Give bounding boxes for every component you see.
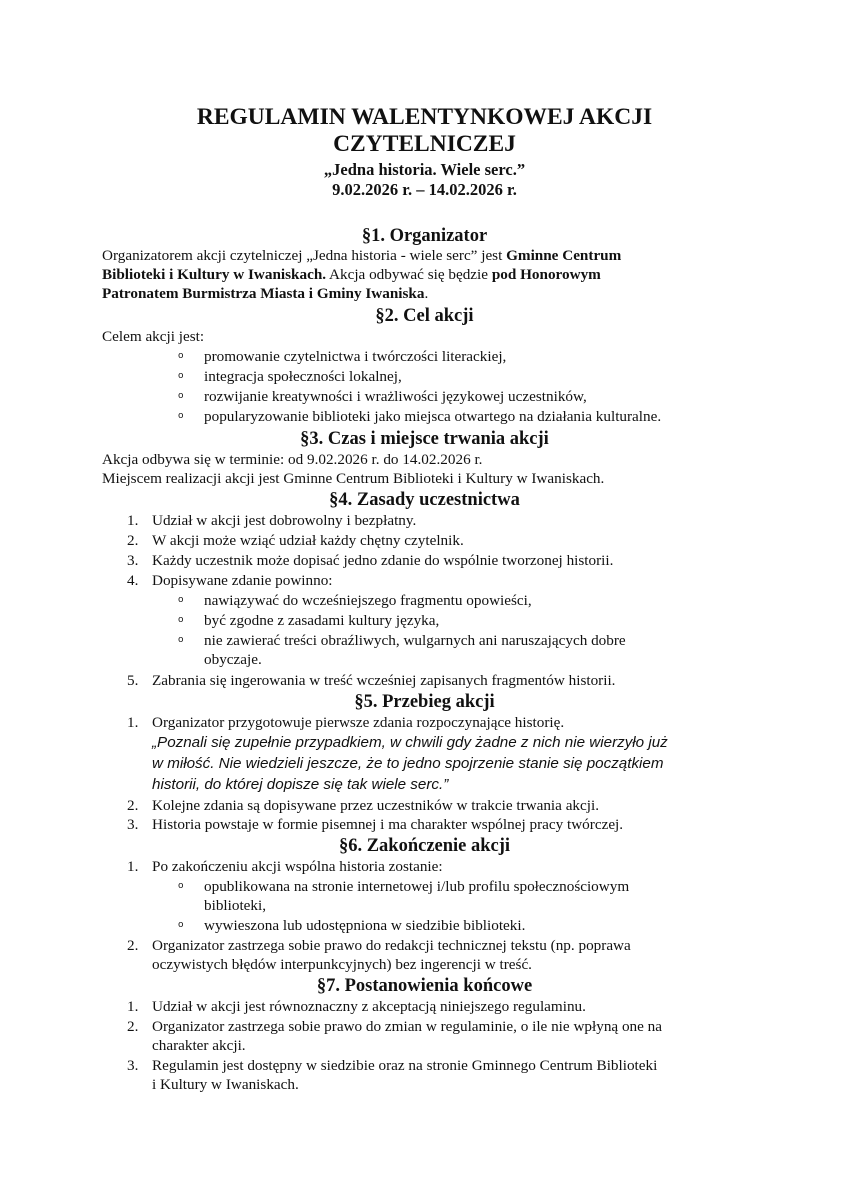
title-line-1: REGULAMIN WALENTYNKOWEJ AKCJI — [196, 104, 653, 130]
patronage-bold: Patronatem Burmistrza Miasta i Gminy Iwaniska — [102, 285, 425, 302]
text-run: Organizatorem akcji czytelniczej „Jedna historia - wiele serc” jest — [102, 247, 507, 264]
sub-list-item: wywieszona lub udostępniona w siedzibie biblioteki. — [204, 917, 526, 934]
section-3-heading: §3. Czas i miejsce trwania akcji — [300, 429, 549, 449]
bullet-icon: o — [178, 635, 184, 645]
list-number: 2. — [127, 1018, 139, 1035]
list-item: W akcji może wziąć udział każdy chętny czytelnik. — [152, 532, 464, 549]
list-item: Udział w akcji jest dobrowolny i bezpłatny. — [152, 512, 417, 529]
section-2-heading: §2. Cel akcji — [375, 306, 474, 326]
section-3-line-2: Miejscem realizacji akcji jest Gminne Centrum Biblioteki i Kultury w Iwaniskach. — [102, 470, 605, 487]
list-item: Organizator przygotowuje pierwsze zdania rozpoczynające historię. — [152, 714, 565, 731]
section-1-heading: §1. Organizator — [361, 226, 488, 246]
list-item-continuation: oczywistych błędów interpunkcyjnych) bez ingerencji w treść. — [152, 956, 532, 973]
list-item: integracja społeczności lokalnej, — [204, 368, 402, 385]
bullet-icon: o — [178, 391, 184, 401]
section-2-intro: Celem akcji jest: — [102, 328, 205, 345]
bullet-icon: o — [178, 920, 184, 930]
bullet-icon: o — [178, 371, 184, 381]
patronage-bold: pod Honorowym — [491, 266, 601, 283]
list-number: 2. — [127, 937, 139, 954]
section-7-heading: §7. Postanowienia końcowe — [316, 976, 533, 996]
section-6-heading: §6. Zakończenie akcji — [338, 836, 511, 856]
list-item: Organizator zastrzega sobie prawo do redakcji technicznej tekstu (np. poprawa — [152, 937, 631, 954]
list-item: Zabrania się ingerowania w treść wcześniej zapisanych fragmentów historii. — [152, 672, 616, 689]
date-range: 9.02.2026 r. – 14.02.2026 r. — [332, 180, 517, 199]
list-item: Dopisywane zdanie powinno: — [152, 572, 333, 589]
section-1-line-1 — [102, 246, 621, 265]
organizer-name-bold: Biblioteki i Kultury w Iwaniskach. — [102, 266, 327, 283]
list-number: 4. — [127, 572, 139, 589]
motto: „Jedna historia. Wiele serc.” — [323, 160, 526, 179]
list-number: 3. — [127, 552, 139, 569]
list-item-continuation: i Kultury w Iwaniskach. — [152, 1076, 299, 1093]
document-title — [0, 104, 849, 158]
list-item: rozwijanie kreatywności i wrażliwości językowej uczestników, — [204, 388, 587, 405]
bullet-icon: o — [178, 615, 184, 625]
list-number: 3. — [127, 816, 139, 833]
sub-list-item: nawiązywać do wcześniejszego fragmentu opowieści, — [204, 592, 532, 609]
list-item: popularyzowanie biblioteki jako miejsca otwartego na działania kulturalne. — [204, 408, 662, 425]
title-line-2: CZYTELNICZEJ — [333, 131, 516, 157]
story-quote-line-2: w miłość. Nie wiedzieli jeszcze, że to jedno spojrzenie stanie się początkiem — [152, 755, 664, 772]
story-quote-line-3: historii, do której dopisze się tak wiele serc.” — [152, 776, 449, 793]
sub-list-item-continuation: biblioteki, — [204, 897, 267, 914]
sub-list-item-continuation: obyczaje. — [204, 651, 262, 668]
list-number: 2. — [127, 532, 139, 549]
list-number: 5. — [127, 672, 139, 689]
bullet-icon: o — [178, 411, 184, 421]
list-number: 2. — [127, 797, 139, 814]
list-number: 1. — [127, 714, 139, 731]
list-item-continuation: charakter akcji. — [152, 1037, 246, 1054]
section-5-heading: §5. Przebieg akcji — [354, 692, 495, 712]
section-3-line-1: Akcja odbywa się w terminie: od 9.02.2026 r. do 14.02.2026 r. — [102, 451, 483, 468]
list-item: Udział w akcji jest równoznaczny z akceptacją niniejszego regulaminu. — [152, 998, 586, 1015]
section-1-line-2 — [102, 265, 601, 284]
list-item: Każdy uczestnik może dopisać jedno zdanie do wspólnie tworzonej historii. — [152, 552, 614, 569]
list-number: 1. — [127, 512, 139, 529]
list-item: Po zakończeniu akcji wspólna historia zostanie: — [152, 858, 443, 875]
list-item: Regulamin jest dostępny w siedzibie oraz na stronie Gminnego Centrum Biblioteki — [152, 1057, 658, 1074]
list-item: Kolejne zdania są dopisywane przez uczestników w trakcie trwania akcji. — [152, 797, 600, 814]
sub-list-item: być zgodne z zasadami kultury języka, — [204, 612, 440, 629]
list-item: Historia powstaje w formie pisemnej i ma charakter wspólnej pracy twórczej. — [152, 816, 624, 833]
sub-list-item: nie zawierać treści obraźliwych, wulgarnych ani naruszających dobre — [204, 632, 626, 649]
text-run: Akcja odbywać się będzie — [326, 266, 492, 283]
story-quote-line-1: „Poznali się zupełnie przypadkiem, w chwili gdy żadne z nich nie wierzyło już — [152, 734, 668, 751]
section-1-line-3 — [102, 284, 428, 303]
bullet-icon: o — [178, 595, 184, 605]
bullet-icon: o — [178, 881, 184, 891]
list-number: 3. — [127, 1057, 139, 1074]
organizer-name-bold: Gminne Centrum — [506, 247, 622, 264]
list-number: 1. — [127, 998, 139, 1015]
list-number: 1. — [127, 858, 139, 875]
list-item: Organizator zastrzega sobie prawo do zmian w regulaminie, o ile nie wpłyną one na — [152, 1018, 663, 1035]
list-item: promowanie czytelnictwa i twórczości literackiej, — [204, 348, 507, 365]
bullet-icon: o — [178, 351, 184, 361]
text-run: . — [424, 285, 429, 302]
section-4-heading: §4. Zasady uczestnictwa — [329, 490, 520, 510]
sub-list-item: opublikowana na stronie internetowej i/lub profilu społecznościowym — [204, 878, 630, 895]
